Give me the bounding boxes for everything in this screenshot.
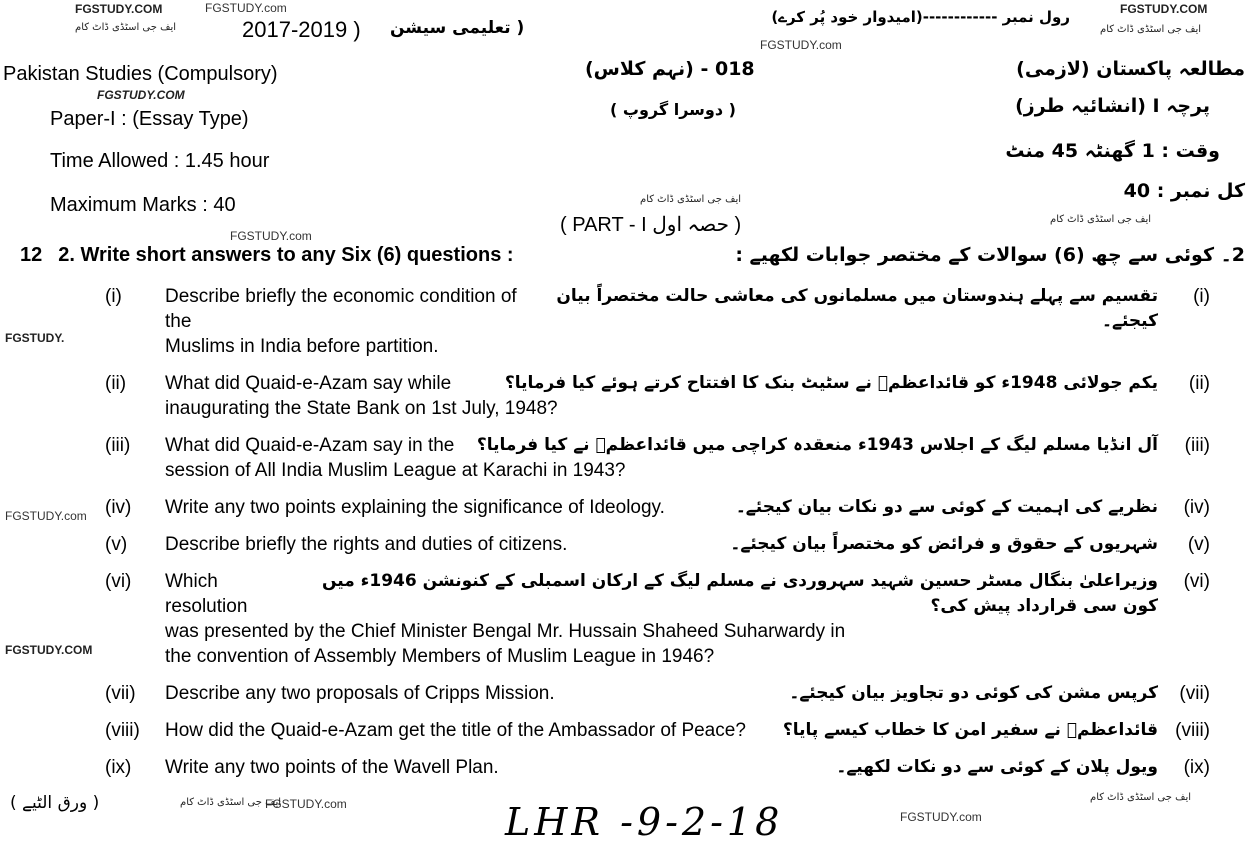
question-text-en: What did Quaid-e-Azam say in the [165,435,455,456]
max-marks-en: Maximum Marks : 40 [50,194,236,216]
time-allowed-ur: وقت : 1 گھنٹہ 45 منٹ [1005,140,1220,162]
watermark: FGSTUDY.com [900,810,982,824]
question-line [105,718,1210,743]
question-number: (v) [105,534,128,555]
question-number-ur: (iv) [1183,497,1210,518]
question-item [105,495,1210,520]
watermark: ایف جی اسٹڈی ڈاٹ کام [1100,24,1202,35]
watermark: ایف جی اسٹڈی ڈاٹ کام [1090,792,1192,803]
max-marks-ur: کل نمبر : 40 [1123,180,1245,202]
question-number-ur: (vii) [1179,683,1210,704]
question-marks: 12 [20,244,43,266]
question-text-en: Describe briefly the economic condition of the [165,286,517,332]
question-text-en: session of All India Muslim League at Karachi in 1943? [165,460,626,481]
question-number-ur: (ii) [1188,373,1210,394]
part-heading: ( PART - I حصہ اول ) [560,214,742,236]
question-number: (vi) [105,571,132,592]
question-heading-en: 2. Write short answers to any Six (6) questions : [58,244,514,266]
watermark: FGSTUDY.COM [1120,2,1208,16]
time-allowed-en: Time Allowed : 1.45 hour [50,150,270,172]
watermark: FGSTUDY.com [265,797,347,811]
question-number: (i) [105,286,122,307]
question-line [105,755,1210,780]
question-text-en: inaugurating the State Bank on 1st July, 1948? [165,398,558,419]
question-text-ur: آل انڈیا مسلم لیگ کے اجلاس 1943ء منعقدہ کراچی میں قائداعظمؒ نے کیا فرمایا؟ [476,435,1158,455]
question-text-en: was presented by the Chief Minister Bengal Mr. Hussain Shaheed Suharwardy in [165,621,846,642]
watermark: ایف جی اسٹڈی ڈاٹ کام [1050,214,1152,225]
question-item [105,718,1210,743]
watermark: FGSTUDY.COM [97,88,185,102]
roll-number-field: رول نمبر ------------(امیدوار خود پُر کرے) [771,8,1070,26]
question-item [105,755,1210,780]
handwritten-note: LHR -9-2-18 [505,800,784,844]
turn-over-note: ( ورق الٹیے ) [10,793,100,813]
watermark: FGSTUDY.com [5,509,87,523]
paper-type-ur: پرچہ I (انشائیہ طرز) [1015,95,1210,117]
class-code: 018 - (نہم کلاس) [585,58,755,80]
question-item [105,532,1210,557]
watermark: FGSTUDY.COM [5,643,93,657]
question-number: (vii) [105,683,136,704]
question-text-en: Muslims in India before partition. [165,336,439,357]
question-number-ur: (v) [1187,534,1210,555]
question-number-ur: (viii) [1175,720,1210,741]
question-text-ur: ویول پلان کے کوئی سے دو نکات لکھیے۔ [836,757,1158,777]
question-number-ur: (ix) [1183,757,1210,778]
watermark: FGSTUDY.com [760,38,842,52]
question-text-ur: نظریے کی اہمیت کے کوئی سے دو نکات بیان کیجئے۔ [735,497,1158,517]
question-text-en: How did the Quaid-e-Azam get the title of the Ambassador of Peace? [165,720,746,741]
question-text-ur: شہریوں کے حقوق و فرائض کو مختصراً بیان کیجئے۔ [730,534,1158,554]
question-item [105,433,1210,483]
watermark: FGSTUDY.com [230,229,312,243]
question-text-ur: کرپس مشن کی کوئی دو تجاویز بیان کیجئے۔ [789,683,1158,703]
question-line [105,371,1210,396]
paper-type-en: Paper-I : (Essay Type) [50,108,249,130]
watermark: ایف جی اسٹڈی ڈاٹ کام [180,797,282,808]
watermark: ایف جی اسٹڈی ڈاٹ کام [640,194,742,205]
question-line [105,569,1210,619]
question-text-en: Write any two points explaining the significance of Ideology. [165,497,665,518]
question-line [105,495,1210,520]
question-text-ur: یکم جولائی 1948ء کو قائداعظمؒ نے سٹیٹ بنک کا افتتاح کرتے ہوئے کیا فرمایا؟ [504,373,1158,393]
question-line [105,681,1210,706]
question-number: (ix) [105,757,132,778]
session-label: ( تعلیمی سیشن [390,18,525,38]
question-line [105,433,1210,458]
question-text-ur: قائداعظمؒ نے سفیر امن کا خطاب کیسے پایا؟ [782,720,1158,740]
question-item [105,284,1210,359]
question-text-en: Which resolution [165,571,248,617]
question-number-ur: (iii) [1184,435,1210,456]
watermark: FGSTUDY.COM [75,2,163,16]
subject-title-ur: مطالعہ پاکستان (لازمی) [1016,58,1245,80]
question-number-ur: (vi) [1183,571,1210,592]
question-line [105,532,1210,557]
question-text-ur: تقسیم سے پہلے ہندوستان میں مسلمانوں کی معاشی حالت مختصراً بیان کیجئے۔ [556,286,1158,331]
question-list [105,284,1210,792]
watermark: FGSTUDY.com [205,1,287,15]
question-number: (iv) [105,497,132,518]
question-item [105,569,1210,669]
question-text-en: Describe briefly the rights and duties of citizens. [165,534,568,555]
question-item [105,371,1210,421]
session-years: 2017-2019 ) [242,17,361,42]
question-number-ur: (i) [1193,286,1210,307]
question-heading-row [20,244,1245,267]
question-heading-ur: 2۔ کوئی سے چھ (6) سوالات کے مختصر جوابات لکھیے : [735,244,1245,266]
question-number: (ii) [105,373,127,394]
question-line [105,284,1210,334]
watermark: FGSTUDY. [5,331,65,345]
question-number: (viii) [105,720,140,741]
question-item [105,681,1210,706]
question-text-en: Describe any two proposals of Cripps Mission. [165,683,555,704]
question-text-ur: وزیراعلیٰ بنگال مسٹر حسین شہید سہروردی نے مسلم لیگ کے ارکان اسمبلی کے کنونشن 1946ء میں کون سی قرارداد پیش کی؟ [321,571,1158,616]
question-text-en: Write any two points of the Wavell Plan. [165,757,499,778]
question-text-en: What did Quaid-e-Azam say while [165,373,452,394]
group-label: ( دوسرا گروپ ) [610,100,736,119]
watermark: ایف جی اسٹڈی ڈاٹ کام [75,22,177,33]
subject-title-en: Pakistan Studies (Compulsory) [3,63,278,85]
question-number: (iii) [105,435,131,456]
question-text-en: the convention of Assembly Members of Muslim League in 1946? [165,646,715,667]
